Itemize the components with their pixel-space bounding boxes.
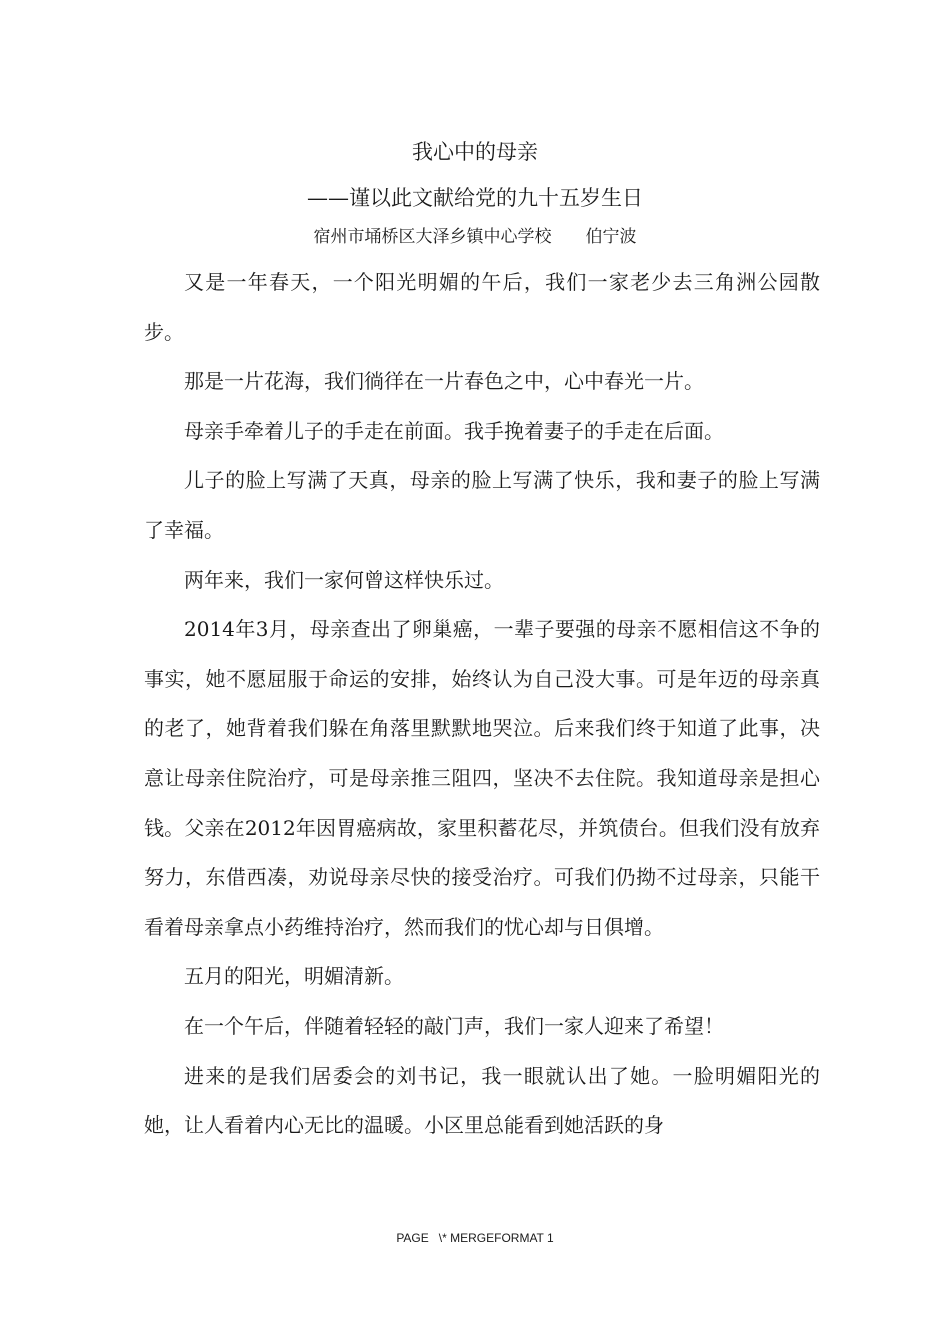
paragraph: 母亲手牵着儿子的手走在前面。我手挽着妻子的手走在后面。 [184, 418, 724, 443]
paragraph: 五月的阳光，明媚清新。 [184, 964, 404, 989]
paragraph: 在一个午后，伴随着轻轻的敲门声，我们一家人迎来了希望！ [184, 1013, 724, 1038]
document-title: 我心中的母亲 [412, 140, 538, 164]
document-subtitle: ——谨以此文献给党的九十五岁生日 [307, 186, 643, 210]
paragraph: 那是一片花海，我们徜徉在一片春色之中，心中春光一片。 [184, 369, 704, 394]
paragraph: 儿子的脸上写满了天真，母亲的脸上写满了快乐，我和妻子的脸上写满了幸福。 [144, 468, 820, 542]
paragraph: 2014年3月，母亲查出了卵巢癌，一辈子要强的母亲不愿相信这不争的事实，她不愿屈服于命运的安排，始终认为自己没大事。可是年迈的母亲真的老了，她背着我们躲在角落里默默地哭泣。后来我们终于知道了此事，决意让母亲住院治疗，可是母亲推三阻四，坚决不去住院。我知道母亲是担心钱。父亲在2012年因胃癌病故，家里积蓄花尽，并筑债台。但我们没有放弃努力，东借西凑，劝说母亲尽快的接受治疗。可我们仍拗不过母亲，只能干看着母亲拿点小药维持治疗，然而我们的忧心却与日俱增。 [144, 617, 820, 939]
paragraph: 进来的是我们居委会的刘书记，我一眼就认出了她。一脸明媚阳光的她，让人看着内心无比的温暖。小区里总能看到她活跃的身 [144, 1063, 820, 1138]
paragraph: 两年来，我们一家何曾这样快乐过。 [184, 567, 504, 592]
author-line: 宿州市埇桥区大泽乡镇中心学校 伯宁波 [313, 227, 637, 247]
page-footer: PAGE \* MERGEFORMAT 1 [396, 1231, 554, 1245]
paragraph: 又是一年春天，一个阳光明媚的午后，我们一家老少去三角洲公园散步。 [144, 270, 820, 344]
document-body [144, 258, 820, 1151]
